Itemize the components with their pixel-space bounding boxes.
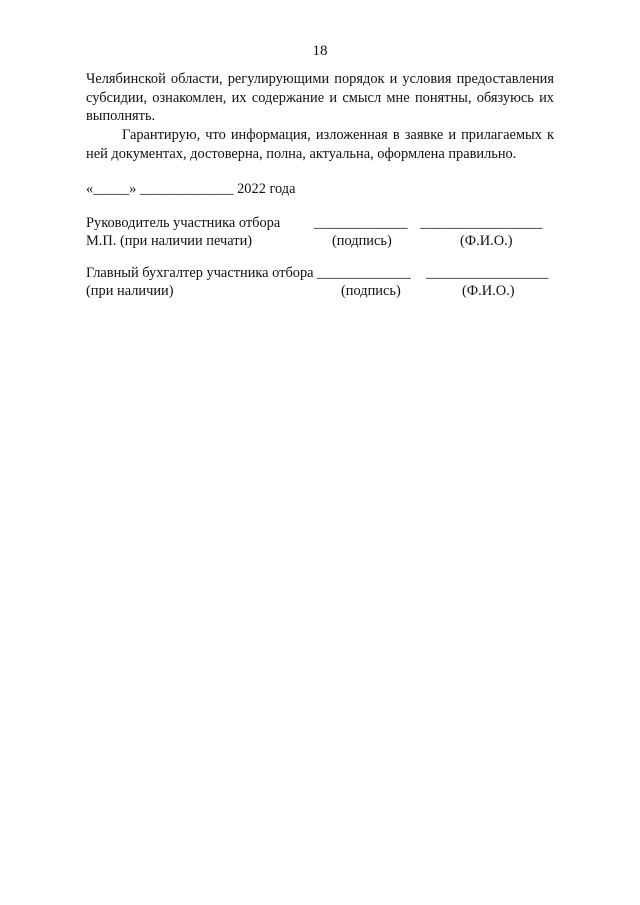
page-number: 18 — [312, 43, 328, 59]
accountant-signer-title: Главный бухгалтер участника отбора _____________ — [86, 265, 411, 281]
date-line: «_____» _____________ 2022 года — [86, 181, 296, 197]
head-fio-line: _________________ — [420, 215, 543, 231]
accountant-fio-caption: (Ф.И.О.) — [462, 283, 515, 299]
head-signature-caption: (подпись) — [332, 233, 392, 249]
head-signature-line: _____________ — [314, 215, 408, 231]
head-signer-title: Руководитель участника отбора — [86, 215, 281, 231]
accountant-note: (при наличии) — [86, 283, 174, 299]
head-fio-caption: (Ф.И.О.) — [460, 233, 513, 249]
accountant-signature-caption: (подпись) — [341, 283, 401, 299]
head-stamp-note: М.П. (при наличии печати) — [86, 233, 253, 249]
paragraph-acknowledgement: Челябинской области, регулирующими порядок и условия предоставления субсидии, ознакомлен, их содержание и смысл мне понятны, обязуюсь их выполнять. — [86, 71, 554, 124]
paragraph-guarantee: Гарантирую, что информация, изложенная в заявке и прилагаемых к ней документах, достоверна, полна, актуальна, оформлена правильно. — [86, 127, 554, 162]
accountant-fio-line: _________________ — [426, 265, 549, 281]
